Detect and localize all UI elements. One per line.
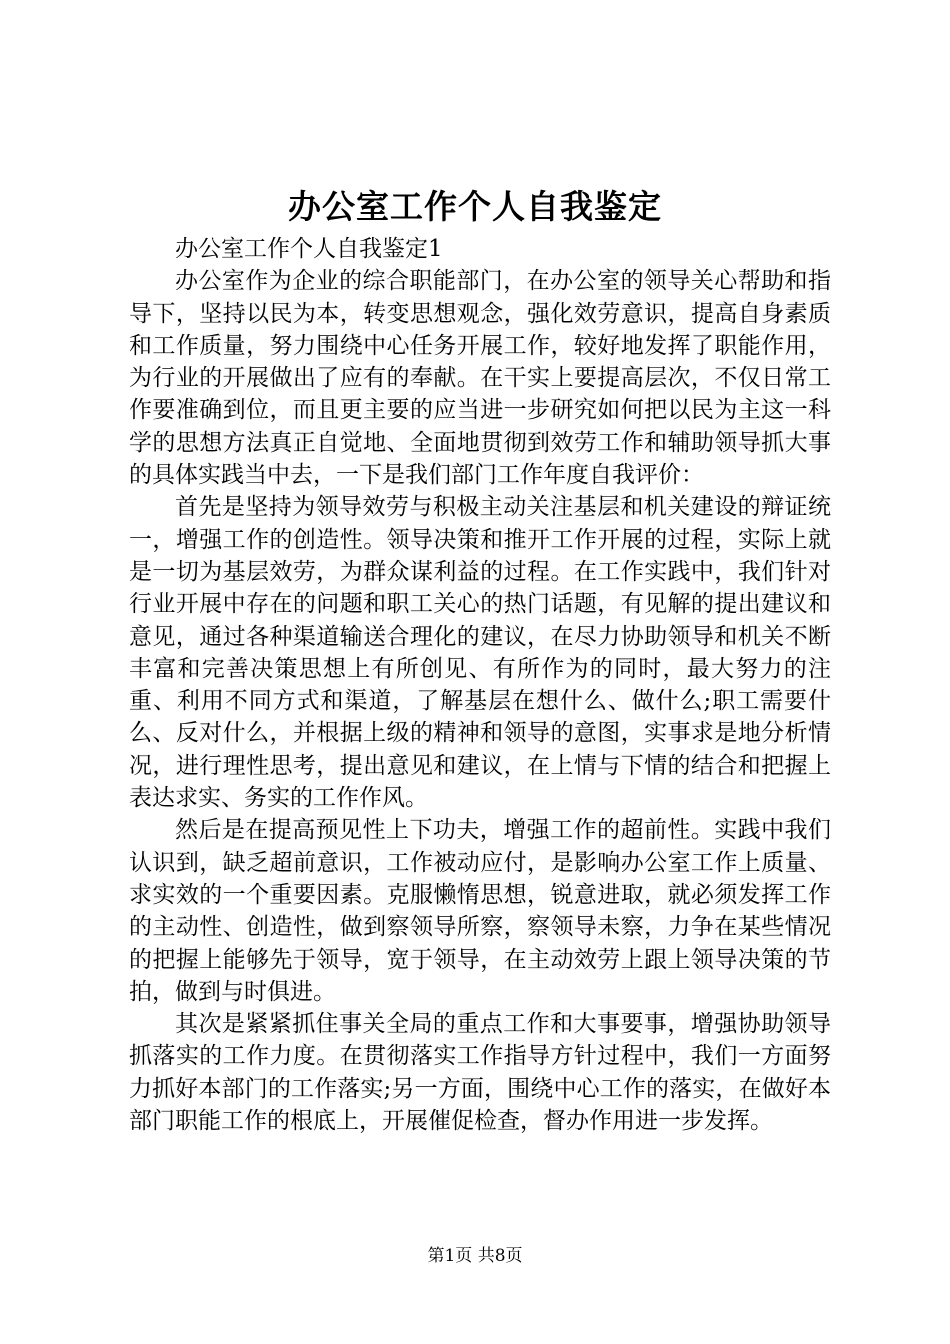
paragraph-intro: 办公室作为企业的综合职能部门，在办公室的领导关心帮助和指导下，坚持以民为本，转变思想观念，强化效劳意识，提高自身素质和工作质量，努力围绕中心任务开展工作，较好地发挥了职能作用，为行业的开展做出了应有的奉献。在干实上要提高层次，不仅日常工作要准确到位，而且更主要的应当进一步研究如何把以民为主这一科学的思想方法真正自觉地、全面地贯彻到效劳工作和辅助领导抓大事的具体实践当中去，一下是我们部门工作年度自我评价： — [129, 268, 831, 489]
paragraph-first-point: 首先是坚持为领导效劳与积极主动关注基层和机关建设的辩证统一，增强工作的创造性。领导决策和推开工作开展的过程，实际上就是一切为基层效劳，为群众谋利益的过程。在工作实践中，我们针对行业开展中存在的问题和职工关心的热门话题，有见解的提出建议和意见，通过各种渠道输送合理化的建议，在尽力协助领导和机关不断丰富和完善决策思想上有所创见、有所作为的同时，最大努力的注重、利用不同方式和渠道，了解基层在想什么、做什么;职工需要什么、反对什么，并根据上级的精神和领导的意图，实事求是地分析情况，进行理性思考，提出意见和建议，在上情与下情的结合和把握上表达求实、务实的工作作风。 — [129, 494, 831, 812]
paragraph-second-point: 然后是在提高预见性上下功夫，增强工作的超前性。实践中我们认识到，缺乏超前意识，工作被动应付，是影响办公室工作上质量、求实效的一个重要因素。克服懒惰思想，锐意进取，就必须发挥工作的主动性、创造性，做到察领导所察，察领导未察，力争在某些情况的把握上能够先于领导，宽于领导，在主动效劳上跟上领导决策的节拍，做到与时俱进。 — [129, 817, 831, 1005]
document-body — [129, 233, 831, 1137]
paragraph-third-point: 其次是紧紧抓住事关全局的重点工作和大事要事，增强协助领导抓落实的工作力度。在贯彻落实工作指导方针过程中，我们一方面努力抓好本部门的工作落实;另一方面，围绕中心工作的落实，在做好本部门职能工作的根底上，开展催促检查，督办作用进一步发挥。 — [129, 1011, 831, 1135]
page-footer: 第1页 共8页 — [427, 1246, 523, 1266]
section-subheading: 办公室工作个人自我鉴定1 — [175, 236, 443, 262]
document-title: 办公室工作个人自我鉴定 — [288, 187, 662, 226]
